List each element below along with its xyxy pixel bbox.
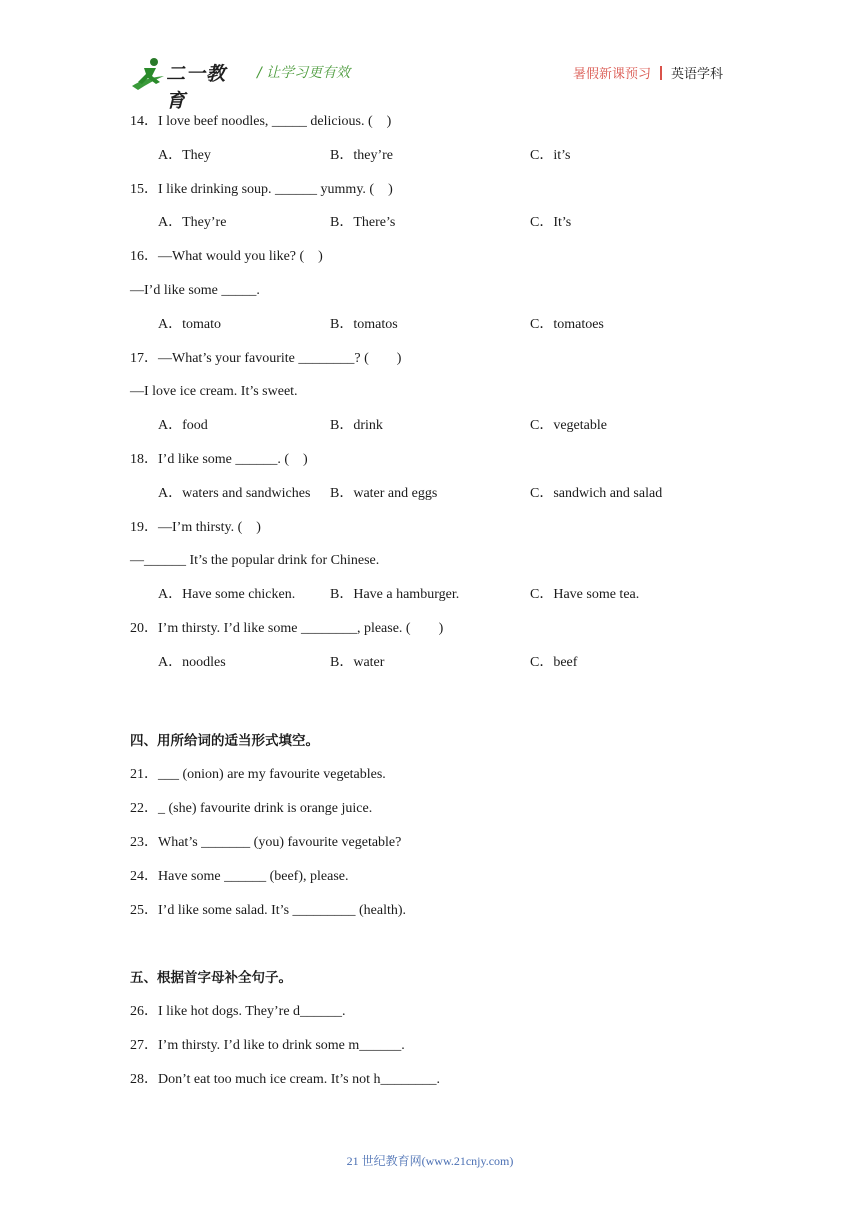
question-16: 16．—What would you like? ( )	[130, 249, 323, 264]
q18-option-a: A．waters and sandwiches	[158, 486, 311, 501]
page-footer: 21 世纪教育网(www.21cnjy.com)	[346, 1154, 514, 1168]
question-27: 27．I’m thirsty. I’d like to drink some m______.	[130, 1038, 405, 1053]
runner-logo-icon	[130, 56, 170, 92]
question-24: 24．Have some ______ (beef), please.	[130, 869, 349, 884]
section-5-title: 五、根据首字母补全句子。	[130, 970, 292, 986]
logo	[130, 56, 242, 112]
question-23: 23．What’s _______ (you) favourite vegetable?	[130, 835, 402, 850]
question-26: 26．I like hot dogs. They’re d______.	[130, 1004, 346, 1019]
question-22: 22．_ (she) favourite drink is orange juice.	[130, 801, 373, 816]
question-21: 21．___ (onion) are my favourite vegetables.	[130, 767, 386, 782]
header-right	[573, 63, 723, 82]
q20-option-b: B．water	[330, 655, 385, 670]
question-16-response: —I’d like some _____.	[130, 283, 260, 298]
question-28: 28．Don’t eat too much ice cream. It’s not h________.	[130, 1072, 441, 1087]
q15-option-b: B．There’s	[330, 215, 396, 230]
q16-option-b: B．tomatos	[330, 317, 398, 332]
question-19-response: —______ It’s the popular drink for Chinese.	[130, 553, 380, 568]
question-25: 25．I’d like some salad. It’s _________ (health).	[130, 903, 407, 918]
q19-option-b: B．Have a hamburger.	[330, 587, 460, 602]
q20-option-a: A．noodles	[158, 655, 226, 670]
q14-option-c: C．it’s	[530, 148, 571, 163]
slogan: / 让学习更有效	[257, 65, 351, 81]
logo-text: 二一教育	[166, 63, 227, 112]
q18-option-c: C．sandwich and salad	[530, 486, 663, 501]
question-15: 15．I like drinking soup. ______ yummy. ( )	[130, 182, 393, 197]
page-header	[0, 0, 860, 112]
q19-option-c: C．Have some tea.	[530, 587, 640, 602]
q14-option-b: B．they’re	[330, 148, 393, 163]
question-17: 17．—What’s your favourite ________? ( )	[130, 351, 402, 366]
header-separator	[660, 66, 662, 80]
header-preview-label: 暑假新课预习	[572, 67, 651, 82]
section-4-title: 四、用所给词的适当形式填空。	[130, 733, 319, 749]
q17-option-a: A．food	[158, 418, 208, 433]
question-17-response: —I love ice cream. It’s sweet.	[130, 384, 298, 399]
q18-option-b: B．water and eggs	[330, 486, 438, 501]
q20-option-c: C．beef	[530, 655, 578, 670]
q19-option-a: A．Have some chicken.	[158, 587, 296, 602]
q17-option-c: C．vegetable	[530, 418, 607, 433]
question-14: 14．I love beef noodles, _____ delicious. ( )	[130, 114, 392, 129]
q14-option-a: A．They	[158, 148, 211, 163]
q15-option-a: A．They’re	[158, 215, 227, 230]
header-subject-label: 英语学科	[670, 67, 723, 82]
q16-option-a: A．tomato	[158, 317, 221, 332]
q17-option-b: B．drink	[330, 418, 383, 433]
question-19: 19．—I’m thirsty. ( )	[130, 520, 261, 535]
question-18: 18．I’d like some ______. ( )	[130, 452, 308, 467]
question-20: 20．I’m thirsty. I’d like some ________, please. ( )	[130, 621, 444, 636]
q16-option-c: C．tomatoes	[530, 317, 604, 332]
q15-option-c: C．It’s	[530, 215, 572, 230]
